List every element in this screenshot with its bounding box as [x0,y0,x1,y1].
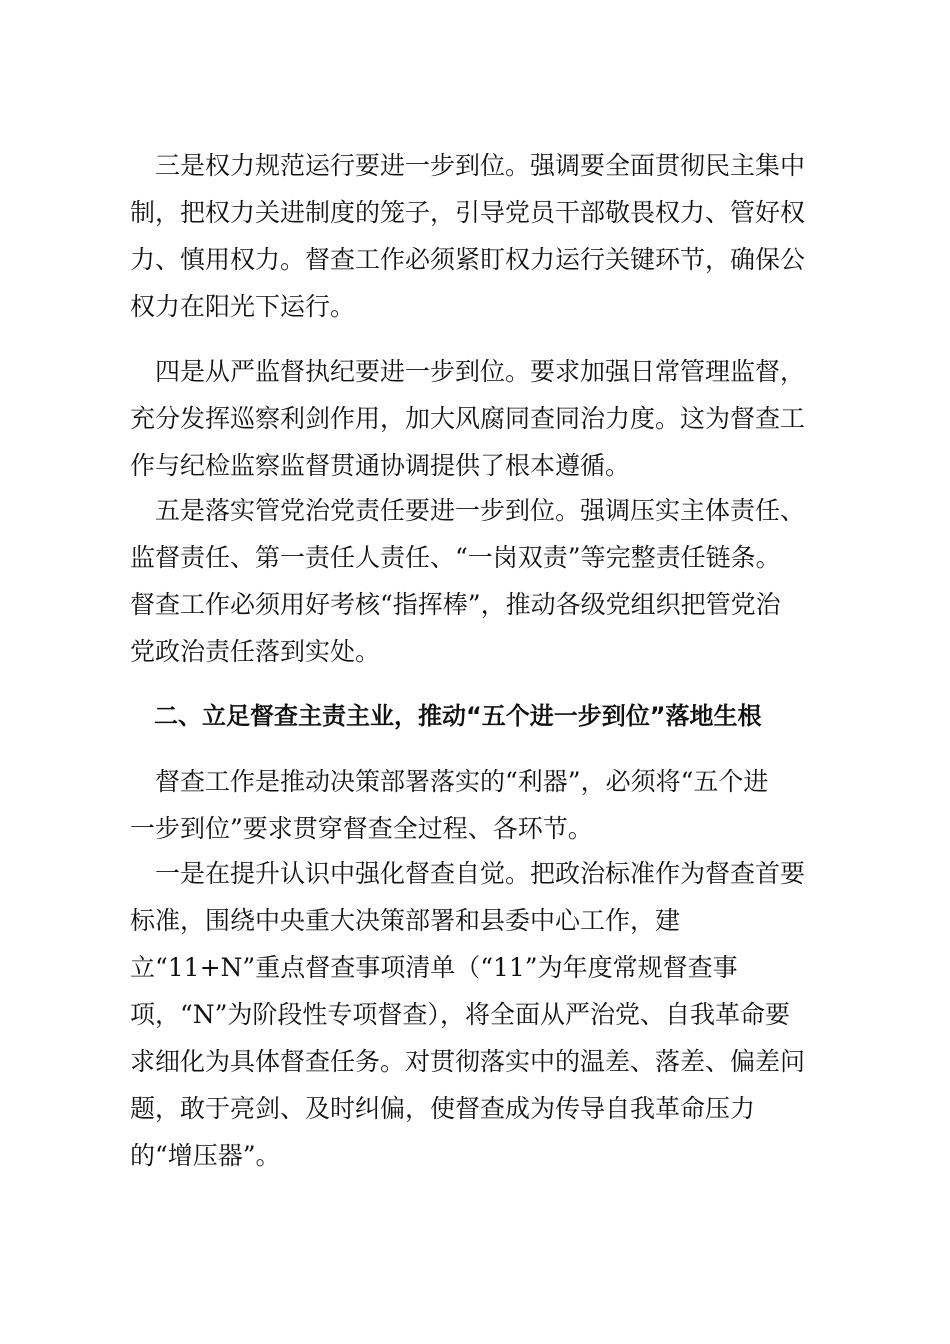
paragraph-line: 的“增压器”。 [130,1141,281,1170]
paragraph-line: 制，把权力关进制度的笼子，引导党员干部敬畏权力、管好权 [130,198,806,227]
paragraph-line: 一步到位”要求贯穿督查全过程、各环节。 [130,814,593,843]
paragraph-line: 充分发挥巡察利剑作用，加大风腐同查同治力度。这为督查工 [130,404,806,433]
paragraph-line: 五是落实管党治党责任要进一步到位。强调压实主体责任、 [130,496,806,525]
paragraph-line: 求细化为具体督查任务。对贯彻落实中的温差、落差、偏差问 [130,1047,806,1076]
paragraph-line: 督查工作必须用好考核“指挥棒”，推动各级党组织把管党治 [130,590,781,619]
paragraph-line: 督查工作是推动决策部署落实的“利器”，必须将“五个进 [130,767,769,796]
paragraph-line: 立“11+N”重点督查事项清单（“11”为年度常规督查事 [130,953,738,982]
paragraph-line: 一是在提升认识中强化督查自觉。把政治标准作为督查首要 [130,859,806,888]
paragraph-line: 四是从严监督执纪要进一步到位。要求加强日常管理监督， [130,357,806,386]
section-heading: 二、立足督查主责主业，推动“五个进一步到位”落地生根 [130,702,762,730]
paragraph-line: 权力在阳光下运行。 [130,292,356,321]
paragraph-line: 监督责任、第一责任人责任、“一岗双责”等完整责任链条。 [130,543,781,572]
paragraph-line: 题，敢于亮剑、及时纠偏，使督查成为传导自我革命压力 [130,1094,756,1123]
paragraph-line: 党政治责任落到实处。 [130,637,381,666]
paragraph-line: 作与纪检监察监督贯通协调提供了根本遵循。 [130,451,631,480]
paragraph-line: 力、慎用权力。督查工作必须紧盯权力运行关键环节，确保公 [130,245,806,274]
paragraph-line: 三是权力规范运行要进一步到位。强调要全面贯彻民主集中 [130,151,806,180]
paragraph-line: 标准，围绕中央重大决策部署和县委中心工作，建 [130,906,681,935]
paragraph-line: 项，“N”为阶段性专项督查），将全面从严治党、自我革命要 [130,1000,790,1029]
